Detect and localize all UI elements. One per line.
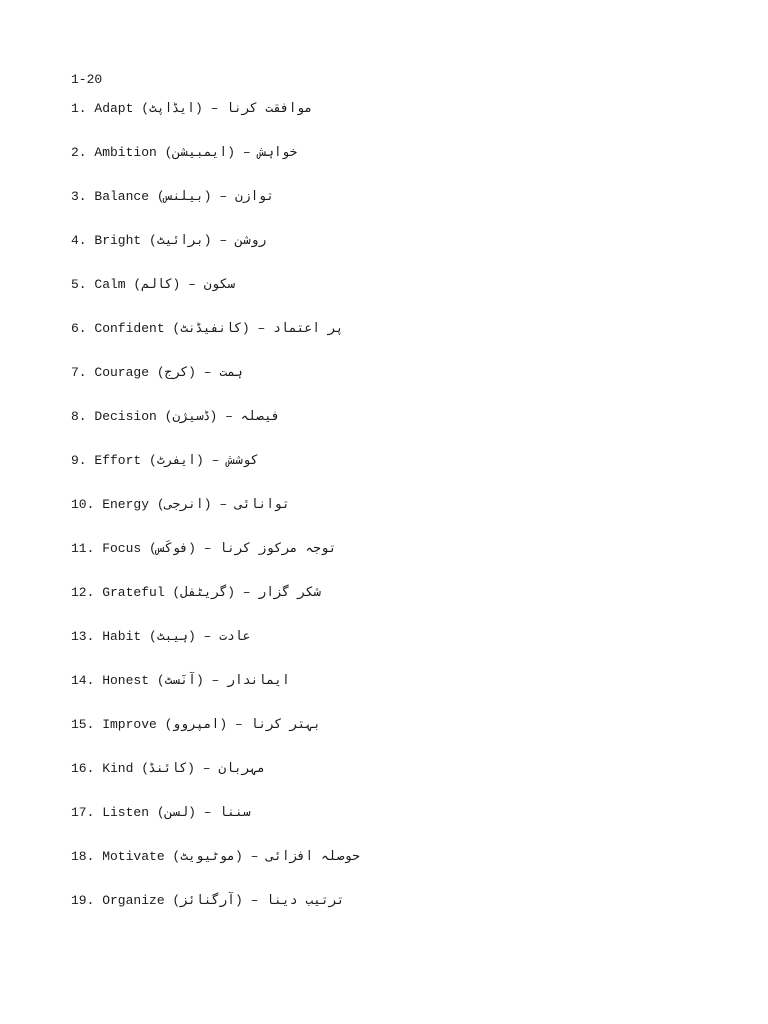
- vocab-entry: 15. Improve (امپروو) – بہتر کرنا: [71, 717, 321, 732]
- vocab-entry: 6. Confident (کانفیڈنٹ) – پر اعتماد: [71, 321, 344, 336]
- vocab-entry: 5. Calm (کالم) – سکون: [71, 277, 236, 292]
- vocab-entry: 1. Adapt (ایڈاپٹ) – موافقت کرنا: [71, 101, 313, 116]
- vocab-entry: 17. Listen (لسن) – سننا: [71, 805, 251, 820]
- vocab-entry: 9. Effort (ایفرٹ) – کوشش: [71, 453, 259, 468]
- vocab-entry: 13. Habit (ہیبٹ) – عادت: [71, 629, 251, 644]
- vocab-entry: 8. Decision (ڈسیژن) – فیصلہ: [71, 409, 280, 424]
- list-heading: 1-20: [71, 72, 103, 87]
- vocab-entry: 11. Focus (فوکَس) – توجہ مرکوز کرنا: [71, 541, 337, 556]
- vocab-entry: 19. Organize (آرگنائز) – ترتیب دینا: [71, 893, 345, 908]
- document-page: [71, 71, 731, 910]
- vocab-entry: 2. Ambition (ایمبیشن) – خواہش: [71, 145, 298, 160]
- vocab-entry: 3. Balance (بیلنس) – توازن: [71, 189, 275, 204]
- vocab-entry: 4. Bright (برائیٹ) – روشن: [71, 233, 267, 248]
- vocab-entry: 18. Motivate (موٹیویٹ) – حوصلہ افزائی: [71, 849, 360, 864]
- vocab-entry: 7. Courage (کرج) – ہمت: [71, 365, 243, 380]
- vocab-entry: 12. Grateful (گریٹفل) – شکر گزار: [71, 585, 321, 600]
- vocab-entry: 16. Kind (کائنڈ) – مہربان: [71, 761, 266, 776]
- vocab-entry: 14. Honest (آنَسٹ) – ایماندار: [71, 673, 290, 688]
- vocab-entry: 10. Energy (انرجی) – توانائی: [71, 497, 290, 512]
- vocabulary-list: [71, 100, 731, 910]
